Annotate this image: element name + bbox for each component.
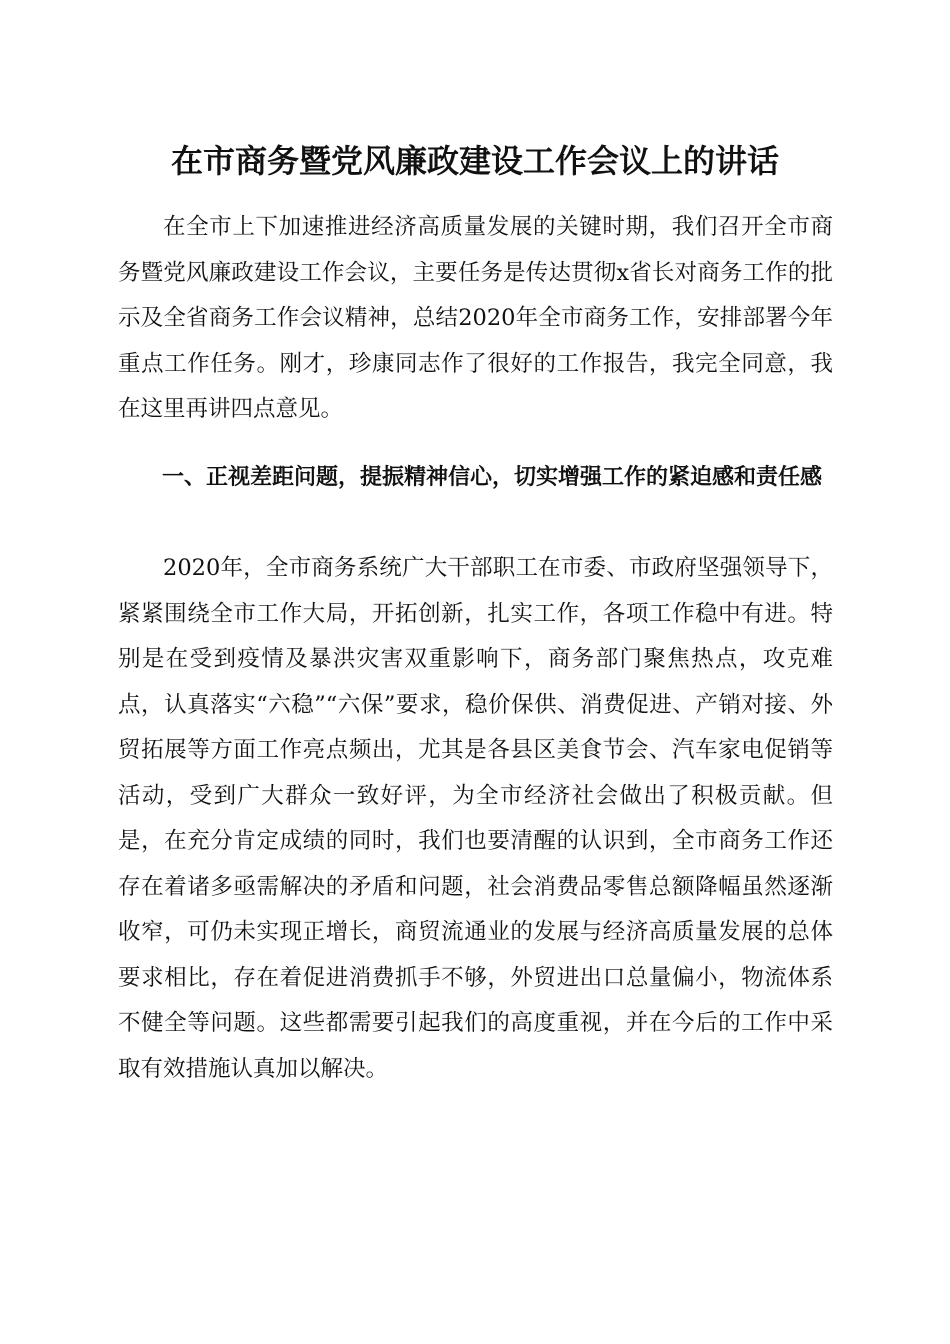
intro-paragraph: 在全市上下加速推进经济高质量发展的关键时期，我们召开全市商务暨党风廉政建设工作会议，主要任务是传达贯彻x省长对商务工作的批示及全省商务工作会议精神，总结2020年全市商务工作，安排部署今年重点工作任务。刚才，珍康同志作了很好的工作报告，我完全同意，我在这里再讲四点意见。 [118,214,833,422]
section-1-paragraph: 2020年，全市商务系统广大干部职工在市委、市政府坚强领导下，紧紧围绕全市工作大局，开拓创新，扎实工作，各项工作稳中有进。特别是在受到疫情及暴洪灾害双重影响下，商务部门聚焦热点，攻克难点，认真落实“六稳”“六保”要求，稳价保供、消费促进、产销对接、外贸拓展等方面工作亮点频出，尤其是各县区美食节会、汽车家电促销等活动，受到广大群众一致好评，为全市经济社会做出了积极贡献。但是，在充分肯定成绩的同时，我们也要清醒的认识到，全市商务工作还存在着诸多亟需解决的矛盾和问题，社会消费品零售总额降幅虽然逐渐收窄，可仍未实现正增长，商贸流通业的发展与经济高质量发展的总体要求相比，存在着促进消费抓手不够，外贸进出口总量偏小，物流体系不健全等问题。这些都需要引起我们的高度重视，并在今后的工作中采取有效措施认真加以解决。 [118,555,833,1082]
document-title: 在市商务暨党风廉政建设工作会议上的讲话 [170,142,779,180]
section-heading-1: 一、正视差距问题，提振精神信心，切实增强工作的紧迫感和责任感 [162,465,823,490]
